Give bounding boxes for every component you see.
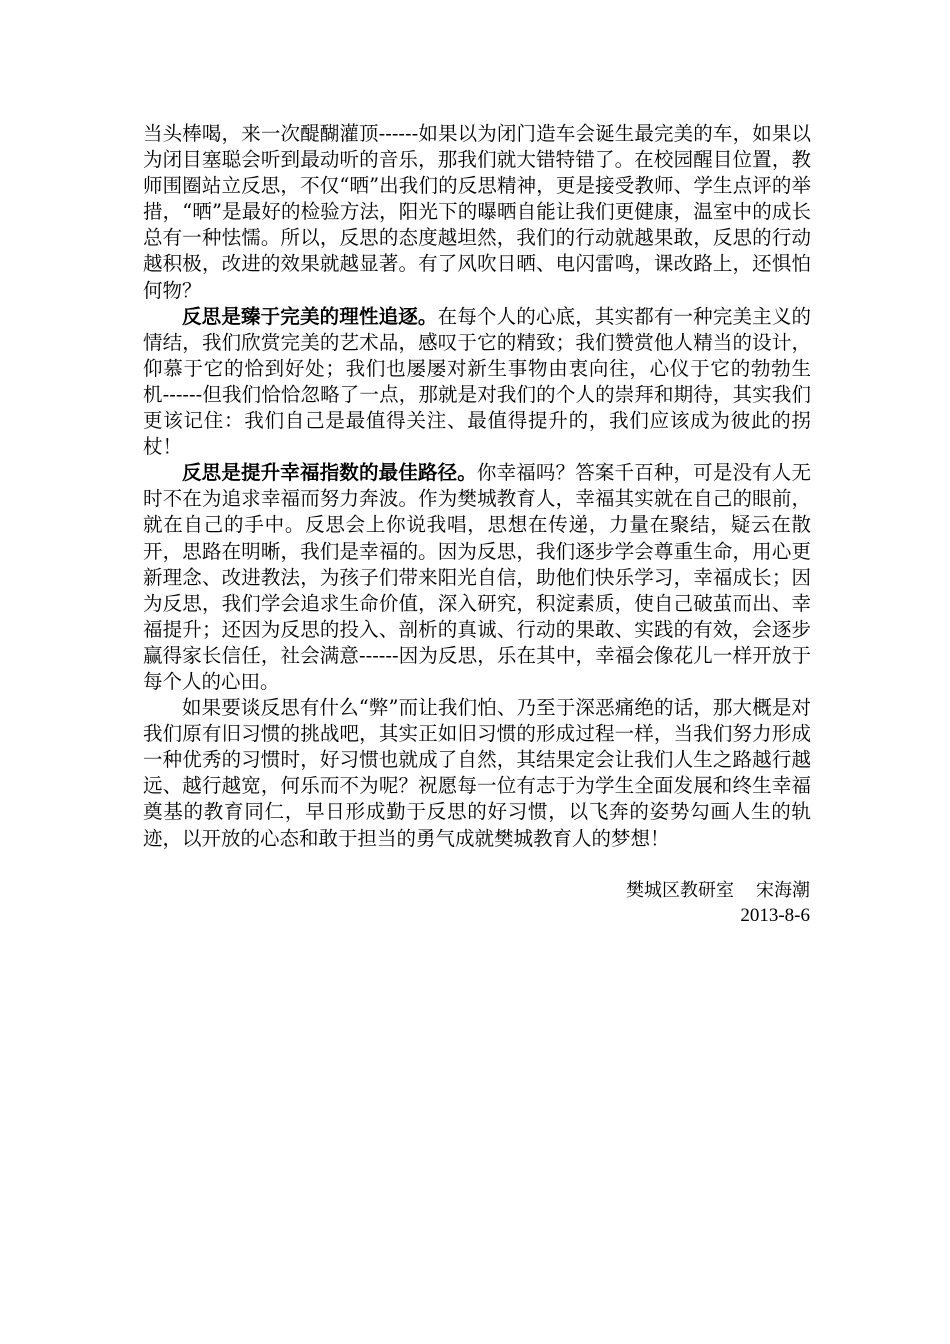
- signature-author: 宋海潮: [756, 880, 810, 901]
- signature-date: 2013-8-6: [740, 905, 810, 926]
- document-body: [143, 121, 811, 852]
- paragraph-1: [143, 121, 811, 304]
- paragraph-1-text: 当头棒喝，来一次醍醐灌顶------如果以为闭门造车会诞生最完美的车，如果以为闭目塞聪会听到最动听的音乐，那我们就大错特错了。在校园醒目位置，教师围圈站立反思，不仅“晒”出我们的反思精神，更是接受教师、学生点评的举措，“晒”是最好的检验方法，阳光下的曝晒自能让我们更健康，温室中的成长总有一种怯懦。所以，反思的态度越坦然，我们的行动就越果敢，反思的行动越积极，改进的效果就越显著。有了风吹日晒、电闪雷鸣，课改路上，还惧怕何物？: [143, 122, 811, 302]
- signature-organization: 樊城区教研室: [626, 880, 734, 901]
- signature-line: [143, 878, 810, 904]
- paragraph-2-text: 在每个人的心底，其实都有一种完美主义的情结，我们欣赏完美的艺术品，感叹于它的精致；我们赞赏他人精当的设计，仰慕于它的恰到好处；我们也屡屡对新生事物由衷向往，心仪于它的勃勃生机------但我们恰恰忽略了一点，那就是对我们的个人的崇拜和期待，其实我们更该记住：我们自己是最值得关注、最值得提升的，我们应该成为彼此的拐杖！: [143, 304, 811, 459]
- paragraph-2-lead: 反思是臻于完美的理性追逐。: [182, 304, 438, 328]
- paragraph-3-lead: 反思是提升幸福指数的最佳路径。: [182, 461, 477, 485]
- paragraph-4-text: 如果要谈反思有什么“弊”而让我们怕、乃至于深恶痛绝的话，那大概是对我们原有旧习惯的挑战吧，其实正如旧习惯的形成过程一样，当我们努力形成一种优秀的习惯时，好习惯也就成了自然，其结果定会让我们人生之路越行越远、越行越宽，何乐而不为呢？祝愿每一位有志于为学生全面发展和终生幸福奠基的教育同仁，早日形成勤于反思的好习惯，以飞奔的姿势勾画人生的轨迹，以开放的心态和敢于担当的勇气成就樊城教育人的梦想！: [143, 696, 811, 850]
- paragraph-4: [143, 695, 811, 852]
- paragraph-3-text: 你幸福吗？答案千百种，可是没有人无时不在为追求幸福而努力奔波。作为樊城教育人，幸福其实就在自己的眼前，就在自己的手中。反思会上你说我唱，思想在传递，力量在聚结，疑云在散开，思路在明晰，我们是幸福的。因为反思，我们逐步学会尊重生命，用心更新理念、改进教法，为孩子们带来阳光自信，助他们快乐学习，幸福成长；因为反思，我们学会追求生命价值，深入研究，积淀素质，使自己破茧而出、幸福提升；还因为反思的投入、剖析的真诚、行动的果敢、实践的有效，会逐步赢得家长信任，社会满意------因为反思，乐在其中，幸福会像花儿一样开放于每个人的心田。: [143, 461, 811, 693]
- paragraph-2: [143, 304, 811, 461]
- paragraph-3: [143, 460, 811, 695]
